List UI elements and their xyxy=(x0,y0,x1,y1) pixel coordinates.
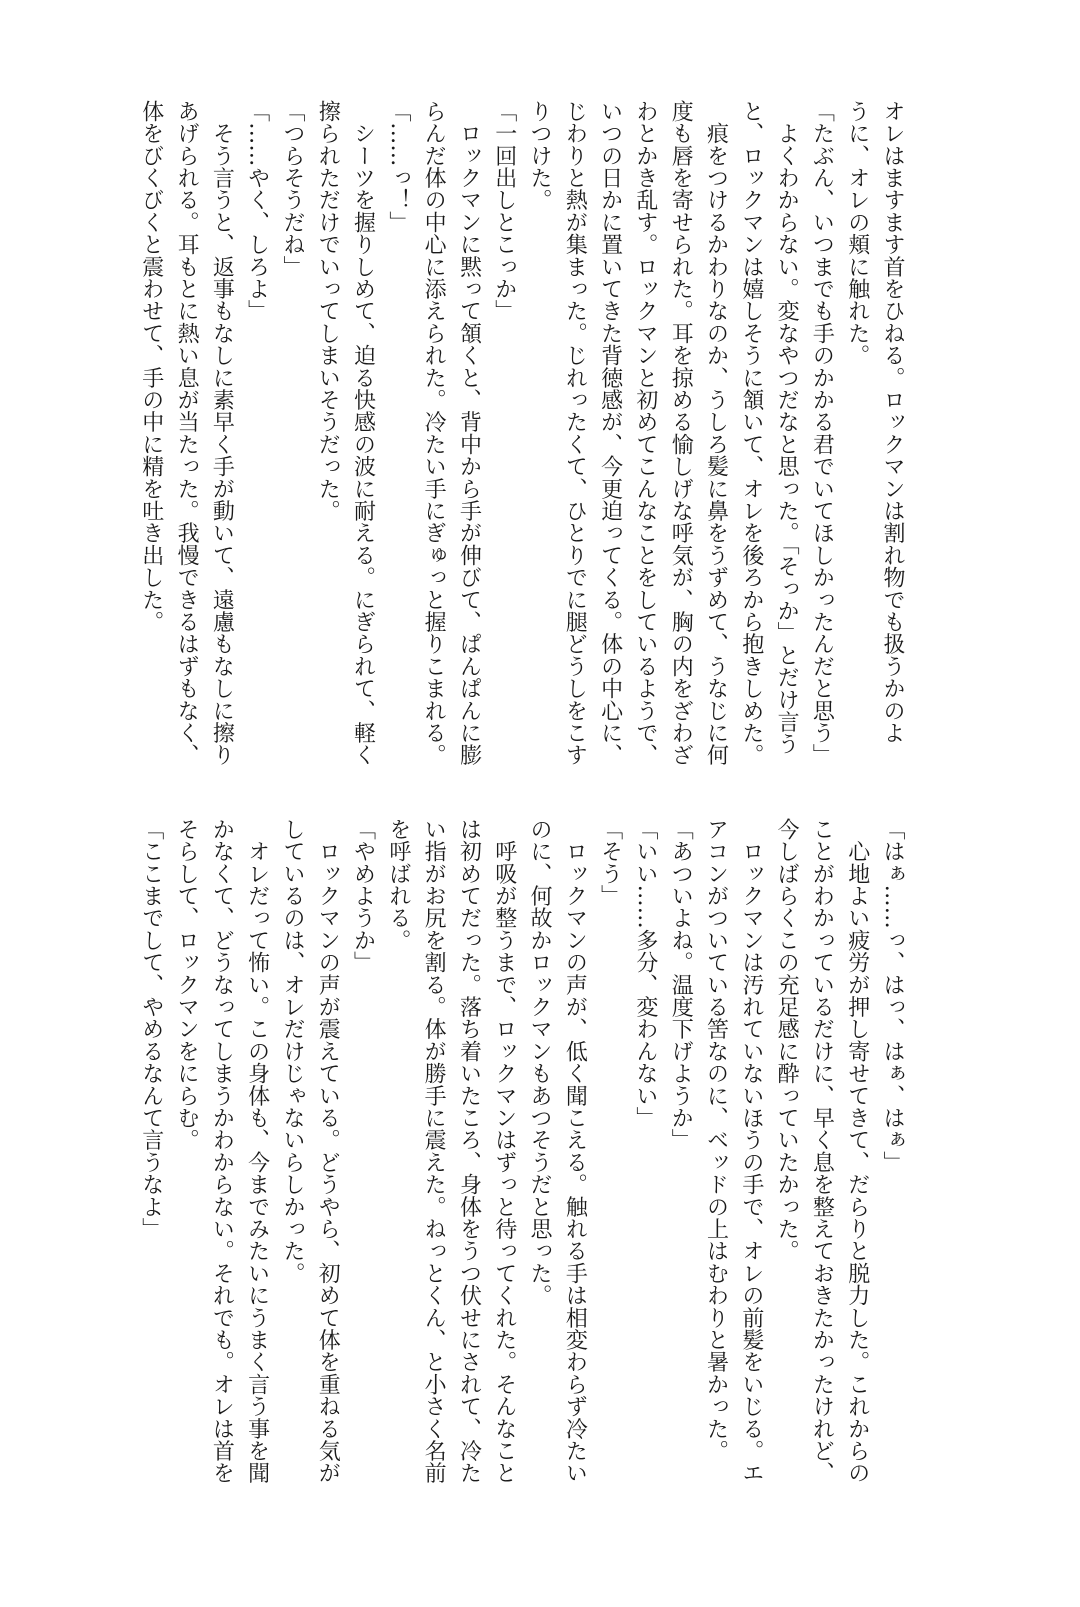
text-line: ロックマンの声が、低く聞こえる。触れる手は相変わらず冷たい xyxy=(562,818,588,1484)
text-line: 体をびくびくと震わせて、手の中に精を吐き出した。 xyxy=(138,100,164,633)
text-line: うに、オレの頬に触れた。 xyxy=(844,100,870,367)
text-line: しているのは、オレだけじゃないらしかった。 xyxy=(279,818,305,1285)
text-line: りつけた。 xyxy=(527,100,553,211)
text-line: わとかき乱す。ロックマンと初めてこんなことをしているようで、 xyxy=(632,100,658,766)
text-line: 「たぶん、いつまでも手のかかる君でいてほしかったんだと思う」 xyxy=(809,100,835,766)
text-line: シーツを握りしめて、迫る快感の波に耐える。にぎられて、軽く xyxy=(350,100,376,766)
text-line: 呼吸が整うまで、ロックマンはずっと待ってくれた。そんなこと xyxy=(491,818,517,1484)
text-line: じわりと熱が集まった。じれったくて、ひとりでに腿どうしをこす xyxy=(562,100,588,766)
text-line: 心地よい疲労が押し寄せてきて、だらりと脱力した。これからの xyxy=(844,818,870,1484)
text-line: オレはますます首をひねる。ロックマンは割れ物でも扱うかのよ xyxy=(880,100,905,744)
text-line: ことがわかっているだけに、早く息を整えておきたかったけれど、 xyxy=(809,818,835,1484)
text-line: らんだ体の中心に添えられた。冷たい手にぎゅっと握りこまれる。 xyxy=(421,100,447,766)
text-line: 「やめようか」 xyxy=(350,818,376,974)
lower-text-block xyxy=(134,818,910,1484)
text-line: 痕をつけるかわりなのか、うしろ髪に鼻をうずめて、うなじに何 xyxy=(703,100,729,766)
text-line: 度も唇を寄せられた。耳を掠める愉しげな呼気が、胸の内をざわざ xyxy=(668,100,694,766)
text-line: 「つらそうだね」 xyxy=(279,100,305,278)
text-line: 「一回出しとこっか」 xyxy=(491,100,517,322)
text-line: ロックマンに黙って頷くと、背中から手が伸びて、ぱんぱんに膨 xyxy=(456,100,482,766)
text-line: い指がお尻を割る。体が勝手に震えた。ねっとくん、と小さく名前 xyxy=(421,818,447,1484)
text-line: 今しばらくこの充足感に酔っていたかった。 xyxy=(774,818,800,1262)
text-line: よくわからない。変なやつだなと思った。「そっか」とだけ言う xyxy=(774,100,800,755)
text-line: そらして、ロックマンをにらむ。 xyxy=(174,818,200,1151)
text-line: 「あついよね。温度下げようか」 xyxy=(668,818,694,1151)
text-line: あげられる。耳もとに熱い息が当たった。我慢できるはずもなく、 xyxy=(174,100,200,766)
text-line: を呼ばれる。 xyxy=(385,818,411,952)
text-line: ロックマンの声が震えている。どうやら、初めて体を重ねる気が xyxy=(315,818,341,1484)
text-line: のに、何故かロックマンもあつそうだと思った。 xyxy=(527,818,553,1307)
text-line: と、ロックマンは嬉しそうに頷いて、オレを後ろから抱きしめた。 xyxy=(738,100,764,766)
text-line: は初めてだった。落ち着いたころ、身体をうつ伏せにされて、冷た xyxy=(456,818,482,1484)
text-line: 「いい……多分、変わんない」 xyxy=(632,818,658,1129)
text-line: そう言うと、返事もなしに素早く手が動いて、遠慮もなしに擦り xyxy=(209,100,235,766)
text-line: いつの日かに置いてきた背徳感が、今更迫ってくる。体の中心に、 xyxy=(597,100,623,766)
text-line: アコンがついている筈なのに、ベッドの上はむわりと暑かった。 xyxy=(703,818,729,1462)
text-line: 「ここまでして、やめるなんて言うなよ」 xyxy=(138,818,164,1240)
text-line: 「……っ！」 xyxy=(385,100,411,234)
text-line: 擦られただけでいってしまいそうだった。 xyxy=(315,100,341,522)
text-line: かなくて、どうなってしまうかわからない。それでも。オレは首を xyxy=(209,818,235,1484)
text-line: 「はぁ……っ、はっ、はぁ、はぁ」 xyxy=(880,818,905,1174)
upper-text-block xyxy=(134,100,910,766)
text-line: 「そう」 xyxy=(597,818,623,907)
text-line: 「……やく、しろよ」 xyxy=(244,100,270,322)
text-line: オレだって怖い。この身体も、今までみたいにうまく言う事を聞 xyxy=(244,818,270,1484)
text-line: ロックマンは汚れていないほうの手で、オレの前髪をいじる。エ xyxy=(738,818,764,1484)
